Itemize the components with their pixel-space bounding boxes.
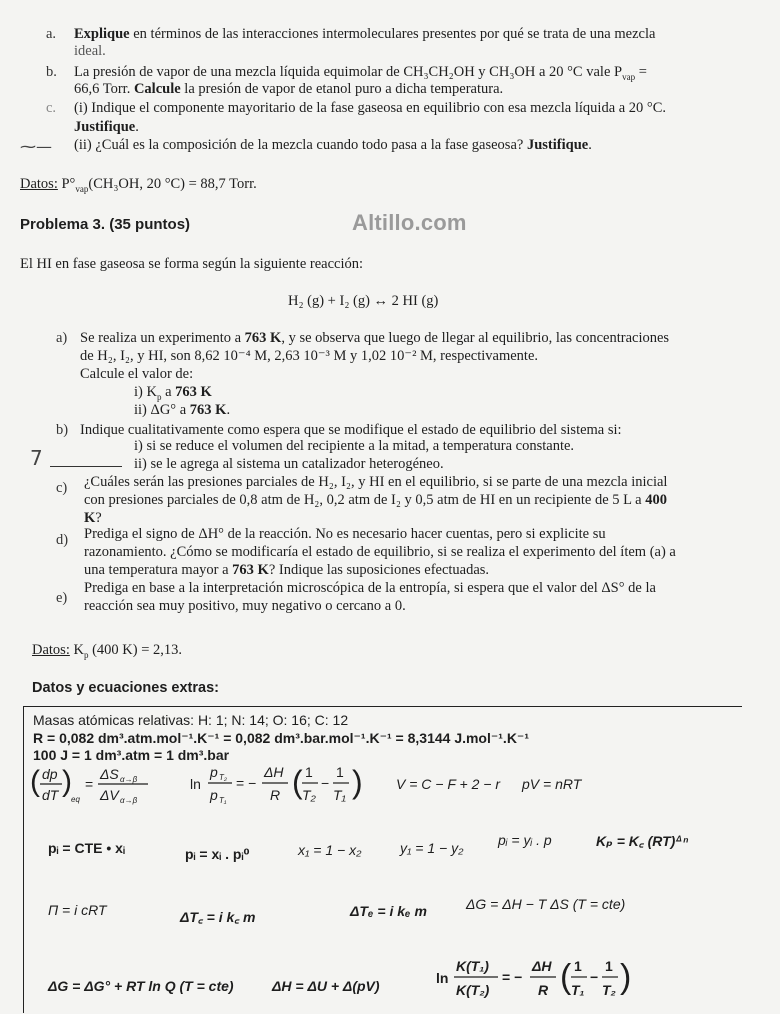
- problem-intro: El HI en fase gaseosa se forma según la siguiente reacción:: [20, 256, 364, 272]
- prev-datos-sub: vap: [75, 183, 89, 194]
- svg-text:K(T₂): K(T₂): [456, 982, 490, 998]
- svg-text:ΔH: ΔH: [532, 958, 552, 974]
- phase-rule: V = C − F + 2 − r: [396, 776, 501, 792]
- gibbs-reaction-quotient: ΔG = ΔG° + RT ln Q (T = cte): [48, 978, 234, 994]
- svg-text:1: 1: [574, 958, 582, 974]
- item-b-text: La presión de vapor de una mezcla líquida equimolar de CH₃CH₂OH y CH₃OH a 20 °C vale P: [74, 64, 623, 80]
- p3-a-line3: Calcule el valor de:: [80, 366, 194, 382]
- cryoscopic-descent: ΔT꜀ = i k꜀ m: [180, 909, 256, 925]
- p3-a-i-text: i) K: [134, 384, 157, 400]
- svg-text:p: p: [210, 764, 218, 780]
- ideal-gas-law: pV = nRT: [522, 776, 582, 792]
- p3-b-ii: ii) se le agrega al sistema un catalizador heterogéneo.: [134, 456, 444, 472]
- svg-text:ΔV: ΔV: [100, 787, 119, 803]
- mole-fraction-x: x₁ = 1 − x₂: [298, 842, 362, 858]
- svg-text:T₂: T₂: [602, 982, 616, 998]
- svg-text:1: 1: [605, 958, 613, 974]
- dalton-law: pᵢ = yᵢ . p: [498, 832, 552, 848]
- extras-r-constant: R = 0,082 dm³.atm.mol⁻¹.K⁻¹ = 0,082 dm³.bar.mol⁻¹.K⁻¹ = 8,3144 J.mol⁻¹.K⁻¹: [33, 730, 529, 746]
- p3-datos-sub: p: [83, 649, 89, 660]
- extras-title: Datos y ecuaciones extras:: [32, 680, 219, 696]
- osmotic-pressure: Π = i cRT: [48, 902, 107, 918]
- p3-a-t1: Se realiza un experimento a: [80, 330, 245, 346]
- svg-text:R: R: [538, 982, 549, 998]
- svg-text:dT: dT: [42, 787, 59, 803]
- prev-datos: [20, 176, 257, 193]
- clapeyron-equation: [30, 762, 175, 808]
- item-a-text: en términos de las interacciones intermoleculares presentes por qué se trata de una mezcla: [129, 26, 656, 42]
- p3-a-t2: , y se observa que luego de llegar al equilibrio, las concentraciones: [281, 330, 670, 346]
- kp-kc-relation: Kₚ = K꜀ (RT)ᐞⁿ: [596, 833, 689, 849]
- svg-text:(: (: [292, 764, 303, 800]
- p3-d-t2: ? Indique las suposiciones efectuadas.: [268, 562, 490, 578]
- p3-c-line2: [84, 492, 667, 509]
- item-label-a: a.: [46, 26, 57, 42]
- p3-a-i-sub: p: [156, 391, 162, 402]
- p3-datos-k: K: [69, 642, 84, 658]
- svg-text:ΔS: ΔS: [100, 766, 119, 782]
- svg-text:(: (: [560, 958, 572, 996]
- item-b-line2: [74, 81, 503, 98]
- svg-text:−: −: [321, 775, 330, 791]
- p3-label-a: a): [56, 330, 68, 346]
- p3-a-line2: de H₂, I₂, y HI, son 8,62 10⁻⁴ M, 2,63 10⁻³ M y 1,02 10⁻² M, respectivamente.: [80, 348, 539, 364]
- p3-c-text2: con presiones parciales de 0,8 atm de H₂, 0,2 atm de I₂ y 0,5 atm de HI en un recipiente de 5 L a: [84, 492, 646, 508]
- verb-justifique-2: Justifique: [526, 137, 589, 153]
- svg-text:1: 1: [336, 764, 344, 780]
- pen-question-mark: 7: [30, 446, 43, 470]
- verb-explique: Explique: [74, 26, 130, 42]
- p3-d-line1: Prediga el signo de ΔH° de la reacción. No es necesario hacer cuentas, pero si explicite su: [84, 526, 606, 542]
- p3-d-line2: razonamiento. ¿Cómo se modificaría el estado de equilibrio, si se realiza el experimento del ítem (a) a: [84, 544, 676, 560]
- item-label-b: b.: [46, 64, 57, 80]
- p3-c-qmark: ?: [95, 510, 102, 526]
- svg-text:= −: = −: [502, 969, 523, 985]
- p3-a-line1: [80, 330, 669, 347]
- svg-text:R: R: [270, 787, 281, 803]
- svg-text:): ): [352, 764, 363, 800]
- svg-text:= −: = −: [236, 775, 257, 791]
- p3-a-ii-dot: .: [226, 402, 231, 418]
- p3-datos-value: (400 K) = 2,13.: [88, 642, 183, 658]
- item-c-dot1: .: [135, 119, 139, 135]
- svg-text:): ): [620, 958, 632, 996]
- item-b-text2: la presión de vapor de etanol puro a dicha temperatura.: [180, 81, 504, 97]
- p3-c-line3: [84, 510, 102, 527]
- svg-text:T₁: T₁: [333, 787, 346, 803]
- p3-c-temp: 400: [645, 492, 667, 508]
- svg-text:eq: eq: [71, 795, 80, 804]
- p3-e-line1: Prediga en base a la interpretación microscópica de la entropía, si espera que el valor del ΔS° de la: [84, 580, 656, 596]
- p3-label-d: d): [56, 532, 69, 548]
- p3-datos: [32, 642, 182, 659]
- vant-hoff-equation: [436, 950, 636, 1006]
- p3-label-b: b): [56, 422, 69, 438]
- verb-justifique-1: Justifique: [74, 119, 136, 135]
- watermark-logo: Altillo.com: [352, 210, 467, 235]
- item-c-line1: (i) Indique el componente mayoritario de la fase gaseosa en equilibrio con esa mezcla líquida a 20 °C.: [74, 100, 667, 116]
- enthalpy-definition: ΔH = ΔU + Δ(pV): [272, 978, 380, 994]
- svg-text:−: −: [590, 969, 599, 985]
- pen-underline-mark: [50, 466, 122, 467]
- svg-text:T₂: T₂: [219, 773, 227, 782]
- item-c-line1b: [74, 119, 139, 136]
- extras-energy-units: 100 J = 1 dm³.atm = 1 dm³.bar: [33, 747, 230, 763]
- p3-a-temp: 763 K: [244, 330, 282, 346]
- p3-d-t1: una temperatura mayor a: [84, 562, 233, 578]
- svg-text:p: p: [210, 787, 218, 803]
- p3-e-line2: reacción sea muy positivo, muy negativo o cercano a 0.: [84, 598, 406, 614]
- p3-d-line3: [84, 562, 489, 579]
- verb-calcule: Calcule: [133, 81, 181, 97]
- svg-text:ΔH: ΔH: [264, 764, 284, 780]
- item-a-line1: [74, 26, 655, 43]
- svg-text:1: 1: [305, 764, 313, 780]
- svg-text:(: (: [30, 765, 40, 798]
- henry-law: pᵢ = CTE • xᵢ: [48, 840, 125, 856]
- prev-datos-value: (CH₃OH, 20 °C) = 88,7 Torr.: [88, 176, 257, 192]
- item-c-text2: (ii) ¿Cuál es la composición de la mezcla cuando todo pasa a la fase gaseosa?: [74, 137, 527, 153]
- svg-text:ln: ln: [190, 776, 201, 792]
- svg-text:): ): [62, 765, 72, 798]
- mole-fraction-y: y₁ = 1 − y₂: [400, 840, 464, 856]
- ebullioscopic-ascent: ΔTₑ = i kₑ m: [350, 903, 427, 919]
- p3-label-e: e): [56, 590, 68, 606]
- svg-text:T₁: T₁: [219, 796, 227, 805]
- problem-title: Problema 3. (35 puntos): [20, 216, 191, 233]
- p3-a-ii-text: ii) ΔG° a: [134, 402, 190, 418]
- item-b-eq: =: [635, 64, 647, 80]
- item-c-line2: [74, 137, 592, 154]
- p3-label-c: c): [56, 480, 68, 496]
- p3-b-line1: Indique cualitativamente como espera que se modifique el estado de equilibrio del sistema si:: [80, 422, 622, 438]
- prev-datos-label: Datos:: [20, 176, 58, 192]
- p3-a-i-a: a: [161, 384, 176, 400]
- prev-datos-p: P°: [57, 176, 76, 192]
- item-a-line2: ideal.: [74, 43, 106, 59]
- p3-a-i: [134, 384, 212, 401]
- p3-b-i: i) si se reduce el volumen del recipiente a la mitad, a temperatura constante.: [134, 438, 575, 454]
- p3-d-temp: 763 K: [232, 562, 269, 578]
- svg-text:dp: dp: [42, 766, 58, 782]
- p3-a-i-temp: 763 K: [175, 384, 212, 400]
- item-b-value: 66,6 Torr.: [74, 81, 134, 97]
- p3-c-kelvin: K: [84, 510, 96, 526]
- svg-text:=: =: [85, 776, 94, 792]
- svg-text:α→β: α→β: [120, 775, 138, 784]
- reaction-equation: H₂ (g) + I₂ (g) ↔ 2 HI (g): [288, 293, 439, 309]
- pvap-sub: vap: [622, 71, 636, 82]
- raoult-law: pᵢ = xᵢ . pᵢ⁰: [185, 846, 250, 862]
- p3-a-ii-temp: 763 K: [189, 402, 227, 418]
- clausius-clapeyron-equation: [190, 758, 370, 810]
- pen-dash-mark: ⁓—: [20, 137, 52, 156]
- item-c-dot2: .: [588, 137, 592, 153]
- gibbs-equation: ΔG = ΔH − T ΔS (T = cte): [466, 896, 626, 912]
- item-label-c: c.: [46, 100, 57, 116]
- svg-text:T₁: T₁: [571, 982, 585, 998]
- p3-a-ii: [134, 402, 230, 419]
- svg-text:ln: ln: [436, 970, 449, 986]
- svg-text:T₂: T₂: [302, 787, 316, 803]
- p3-datos-label: Datos:: [32, 642, 70, 658]
- svg-text:α→β: α→β: [120, 796, 138, 805]
- svg-text:K(T₁): K(T₁): [456, 958, 489, 974]
- extras-masses: Masas atómicas relativas: H: 1; N: 14; O: 16; C: 12: [33, 712, 349, 728]
- p3-c-line1: ¿Cuáles serán las presiones parciales de H₂, I₂, y HI en el equilibrio, si se parte de una mezcla inicial: [84, 474, 668, 490]
- item-b-line1: [74, 64, 647, 81]
